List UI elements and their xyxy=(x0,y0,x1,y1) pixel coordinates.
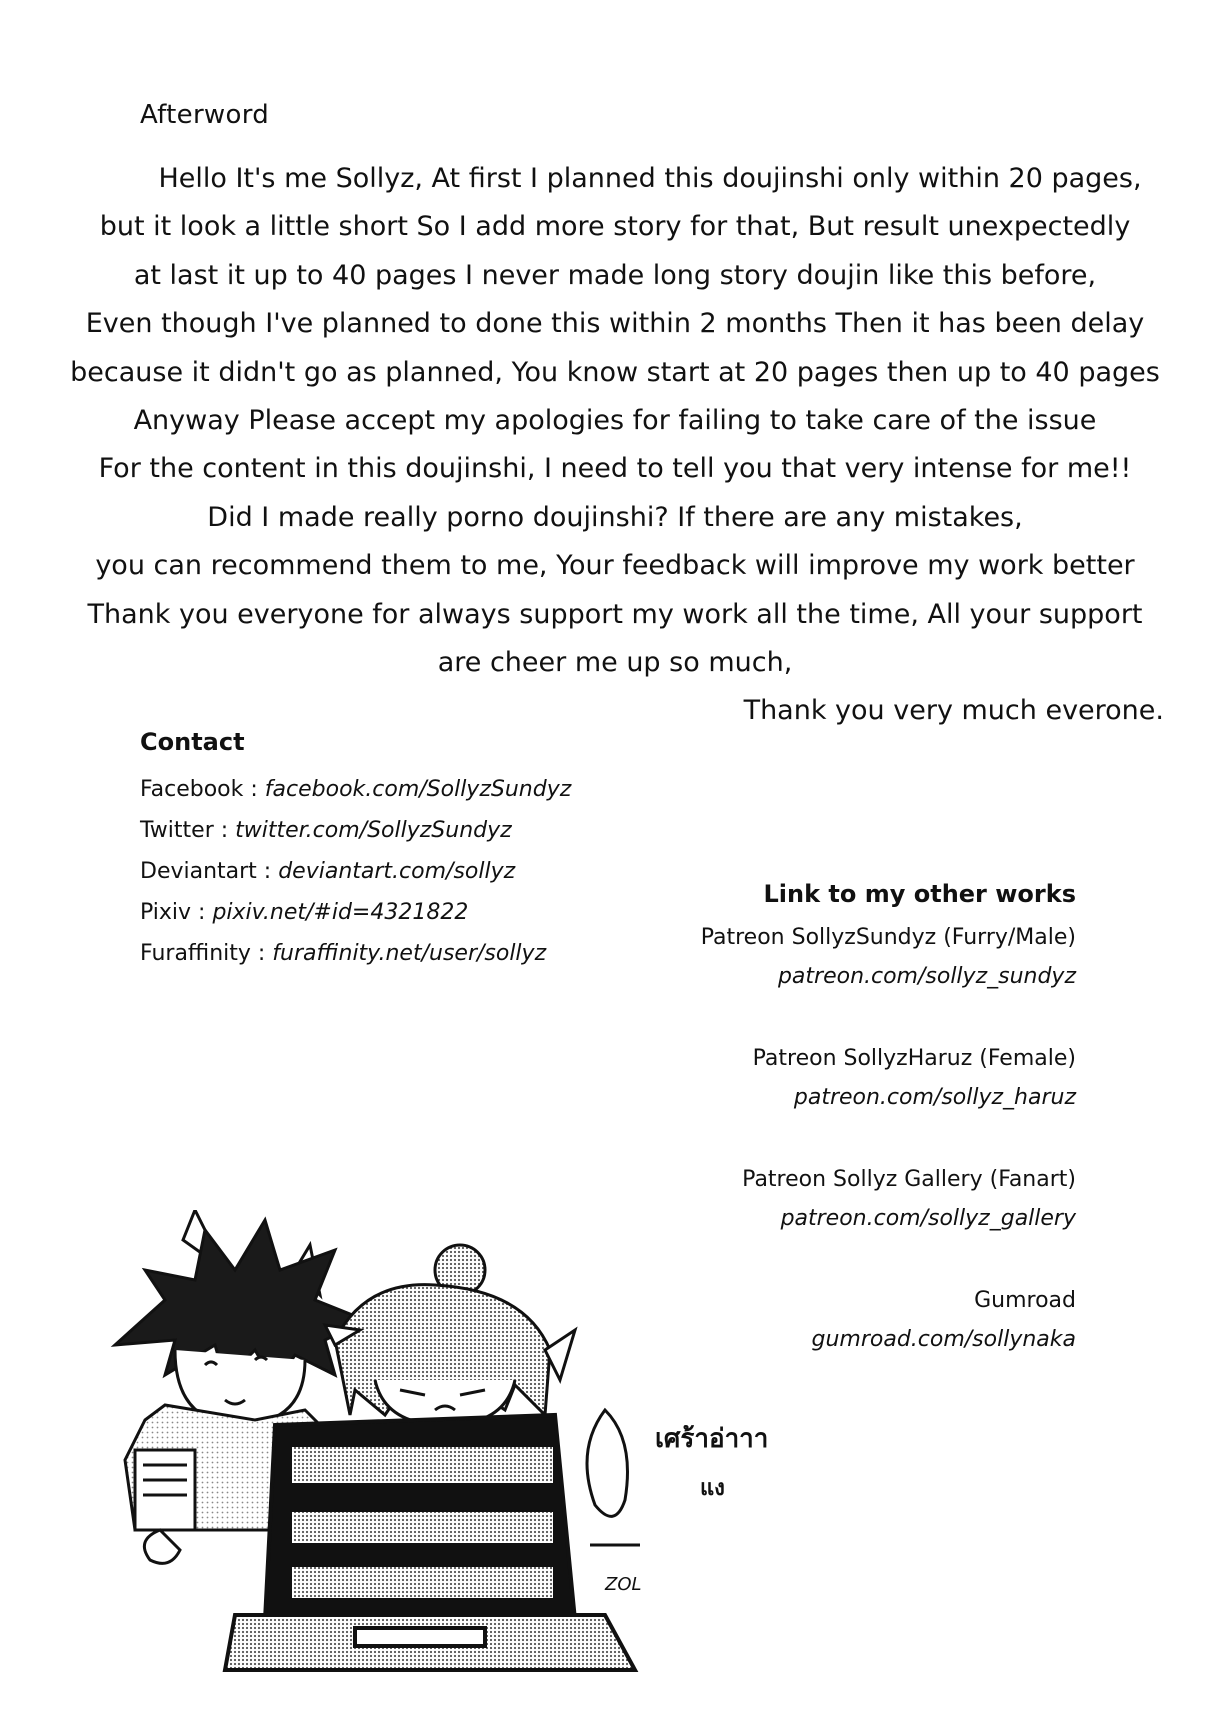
afterword-line: Thank you everyone for always support my work all the time, All your support xyxy=(87,598,1143,630)
afterword-line: because it didn't go as planned, You know start at 20 pages then up to 40 pages xyxy=(70,356,1160,388)
thai-text-line-2: แง xyxy=(700,1476,725,1501)
link-item xyxy=(556,1039,1076,1117)
afterword-line: Did I made really porno doujinshi? If there are any mistakes, xyxy=(207,501,1023,533)
afterword-line: are cheer me up so much, xyxy=(437,647,793,679)
twitter-link[interactable]: twitter.com/SollyzSundyz xyxy=(235,818,512,843)
patreon-sundyz-link[interactable]: patreon.com/sollyz_sundyz xyxy=(777,964,1076,989)
link-name: Patreon Sollyz Gallery (Fanart) xyxy=(742,1167,1076,1192)
facebook-link[interactable]: facebook.com/SollyzSundyz xyxy=(264,777,572,802)
afterword-line: Even though I've planned to done this within 2 months Then it has been delay xyxy=(85,308,1145,340)
contact-label: Facebook : xyxy=(140,777,258,802)
patreon-haruz-link[interactable]: patreon.com/sollyz_haruz xyxy=(793,1085,1076,1110)
afterword-heading: Afterword xyxy=(140,100,270,130)
link-item xyxy=(556,918,1076,996)
afterword-line: Anyway Please accept my apologies for failing to take care of the issue xyxy=(133,405,1097,437)
contact-label: Deviantart : xyxy=(140,859,272,884)
laptop xyxy=(225,1415,635,1670)
contact-deviantart xyxy=(140,851,571,892)
link-name: Patreon SollyzHaruz (Female) xyxy=(752,1046,1076,1071)
contact-title: Contact xyxy=(140,728,245,756)
afterword-line: but it look a little short So I add more story for that, But result unexpectedly xyxy=(99,211,1131,243)
artist-signature: ZOL xyxy=(605,1574,642,1595)
deviantart-link[interactable]: deviantart.com/sollyz xyxy=(278,859,516,884)
right-character xyxy=(325,1245,575,1425)
contact-label: Pixiv : xyxy=(140,900,206,925)
contact-section xyxy=(140,728,571,974)
contact-twitter xyxy=(140,810,571,851)
link-name: Gumroad xyxy=(974,1288,1076,1313)
thai-text-line-1: เศร้าอ่าาา xyxy=(655,1424,769,1454)
contact-furaffinity xyxy=(140,933,571,974)
tail xyxy=(587,1410,628,1516)
gumroad-link[interactable]: gumroad.com/sollynaka xyxy=(811,1327,1076,1352)
patreon-gallery-link[interactable]: patreon.com/sollyz_gallery xyxy=(780,1206,1076,1231)
contact-pixiv xyxy=(140,892,571,933)
contact-label: Furaffinity : xyxy=(140,941,266,966)
afterword-line: Hello It's me Sollyz, At first I planned this doujinshi only within 20 pages, xyxy=(158,163,1142,194)
afterword-line: you can recommend them to me, Your feedback will improve my work better xyxy=(95,550,1135,582)
chibi-characters-illustration xyxy=(105,1210,725,1680)
afterword-closing: Thank you very much everone. xyxy=(743,695,1164,727)
contact-facebook xyxy=(140,769,571,810)
contact-label: Twitter : xyxy=(140,818,229,843)
other-works-title: Link to my other works xyxy=(763,880,1076,908)
afterword-body xyxy=(60,155,1170,736)
afterword-line: For the content in this doujinshi, I need to tell you that very intense for me!! xyxy=(98,453,1132,485)
furaffinity-link[interactable]: furaffinity.net/user/sollyz xyxy=(272,941,547,966)
afterword-line: at last it up to 40 pages I never made long story doujin like this before, xyxy=(133,259,1097,291)
link-name: Patreon SollyzSundyz (Furry/Male) xyxy=(700,925,1076,950)
pixiv-link[interactable]: pixiv.net/#id=4321822 xyxy=(212,900,469,925)
